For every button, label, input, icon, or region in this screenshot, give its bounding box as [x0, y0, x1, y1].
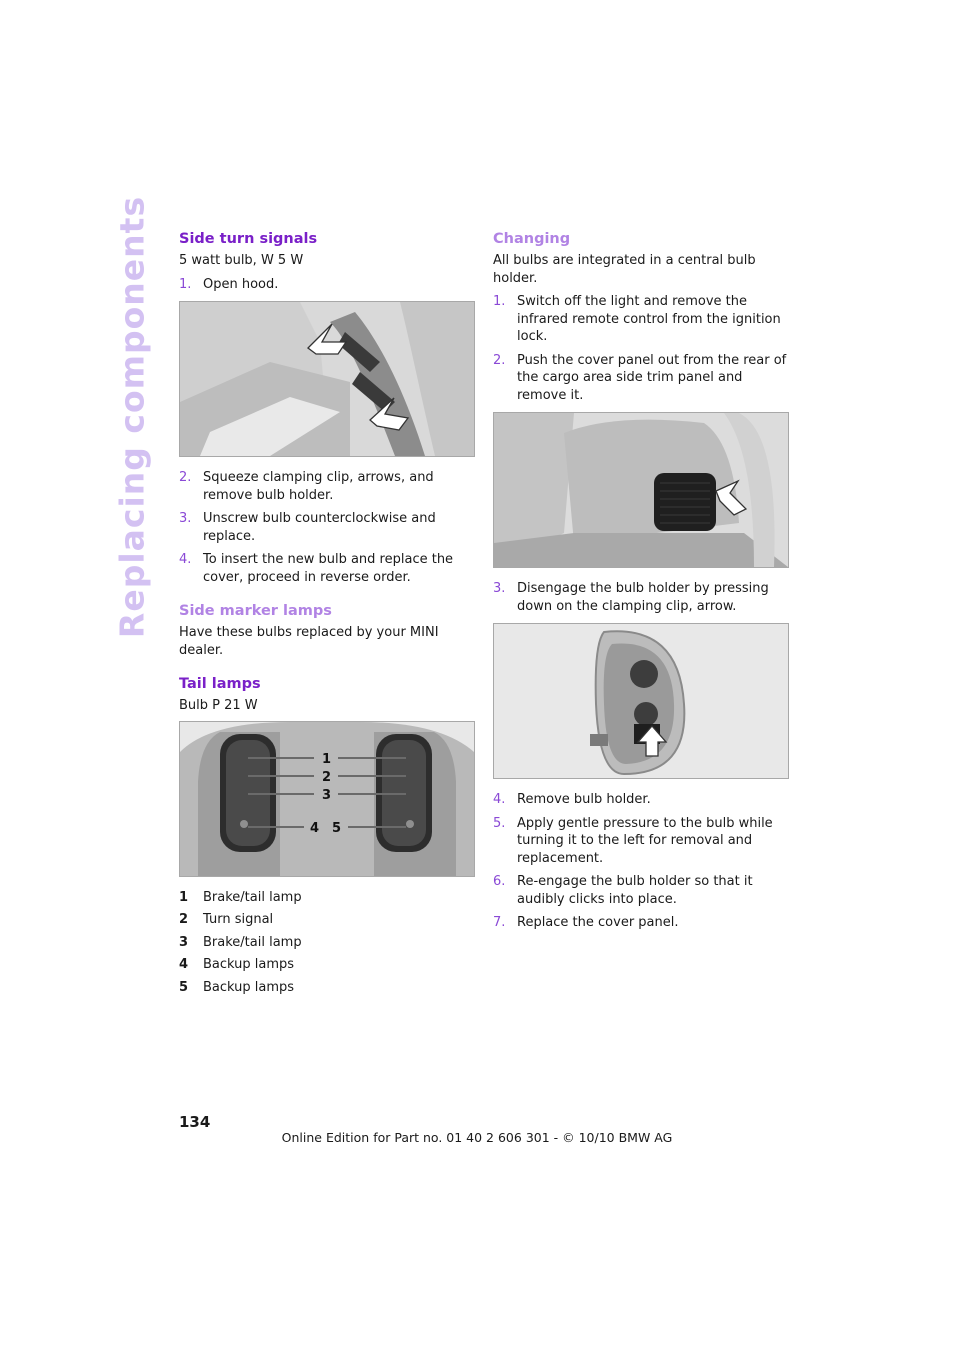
list-item	[493, 815, 789, 868]
legend-key: 1	[179, 889, 189, 905]
section-tab-label: Replacing components	[112, 195, 152, 639]
callout-3: 3	[322, 787, 332, 803]
page-number: 134	[179, 1113, 211, 1131]
changing-heading: Changing	[493, 231, 571, 247]
legend-label: Turn signal	[203, 912, 274, 927]
list-item	[179, 469, 475, 504]
legend-label: Backup lamps	[203, 979, 295, 995]
step-text: Replace the cover panel.	[517, 915, 679, 930]
cargo-trim-cover-illustration	[493, 412, 789, 568]
tail-lamps-intro: Bulb P 21 W	[179, 698, 258, 713]
tail-lamps-heading: Tail lamps	[179, 676, 261, 692]
list-item	[493, 914, 789, 932]
right-column	[493, 230, 789, 940]
callout-5: 5	[332, 820, 342, 836]
step-text: Switch off the light and remove the infrared remote control from the ignition lock.	[517, 294, 781, 344]
side-turn-signals-step-list-b	[179, 469, 475, 586]
list-item	[179, 551, 475, 586]
step-text: Disengage the bulb holder by pressing down on the clamping clip, arrow.	[517, 581, 769, 614]
footer-text: Online Edition for Part no. 01 40 2 606 301 - © 10/10 BMW AG	[281, 1130, 673, 1145]
step-text: Apply gentle pressure to the bulb while turning it to the left for removal and replacement.	[517, 815, 773, 866]
step-text: Open hood.	[203, 276, 279, 292]
side-turn-signals-intro: 5 watt bulb, W 5 W	[179, 253, 304, 268]
list-item	[179, 889, 475, 907]
tail-lamps-illustration	[179, 721, 475, 877]
list-item	[179, 276, 475, 294]
step-number: 3.	[493, 581, 506, 596]
bulb-holder-illustration	[493, 623, 789, 779]
legend-label: Brake/tail lamp	[203, 934, 302, 950]
step-number: 1.	[493, 294, 506, 309]
legend-label: Brake/tail lamp	[203, 889, 302, 905]
list-item	[179, 510, 475, 545]
step-text: To insert the new bulb and replace the cover, proceed in reverse order.	[203, 552, 454, 585]
step-number: 4.	[179, 552, 192, 567]
callout-4: 4	[310, 820, 320, 836]
list-item	[179, 911, 475, 929]
section-tab	[112, 195, 152, 639]
step-number: 7.	[493, 915, 506, 930]
list-item	[179, 956, 475, 974]
changing-step-list-a	[493, 293, 789, 404]
step-number: 3.	[179, 511, 192, 526]
legend-key: 4	[179, 957, 189, 972]
step-text: Re-engage the bulb holder so that it audibly clicks into place.	[517, 874, 753, 907]
list-item	[493, 293, 789, 346]
step-text: Unscrew bulb counterclockwise and replace.	[203, 511, 436, 544]
list-item	[493, 352, 789, 405]
left-column	[179, 230, 475, 1001]
side-turn-signals-heading: Side turn signals	[179, 231, 318, 247]
step-number: 5.	[493, 815, 506, 831]
step-text: Remove bulb holder.	[517, 792, 651, 807]
step-text: Squeeze clamping clip, arrows, and remove bulb holder.	[203, 470, 434, 503]
callout-2: 2	[322, 769, 332, 785]
legend-label: Backup lamps	[203, 957, 295, 972]
list-item	[179, 934, 475, 952]
list-item	[493, 791, 789, 809]
step-text: Push the cover panel out from the rear of the cargo area side trim panel and remove it.	[517, 352, 787, 403]
step-number: 2.	[493, 352, 506, 368]
changing-step-list-b	[493, 580, 789, 615]
side-marker-lamps-text: Have these bulbs replaced by your MINI dealer.	[179, 625, 439, 658]
legend-key: 3	[179, 934, 189, 950]
list-item	[493, 580, 789, 615]
step-number: 4.	[493, 792, 506, 807]
tail-lamps-legend	[179, 889, 475, 997]
hood-clip-illustration	[179, 301, 475, 457]
step-number: 1.	[179, 276, 192, 292]
step-number: 6.	[493, 874, 506, 889]
legend-key: 2	[179, 912, 189, 927]
changing-intro: All bulbs are integrated in a central bulb holder.	[493, 253, 756, 286]
list-item	[179, 979, 475, 997]
callout-1: 1	[322, 751, 332, 767]
list-item	[493, 873, 789, 908]
side-turn-signals-step-list-a	[179, 276, 475, 294]
changing-step-list-c	[493, 791, 789, 932]
side-marker-lamps-heading: Side marker lamps	[179, 603, 332, 619]
step-number: 2.	[179, 470, 192, 485]
legend-key: 5	[179, 979, 189, 995]
